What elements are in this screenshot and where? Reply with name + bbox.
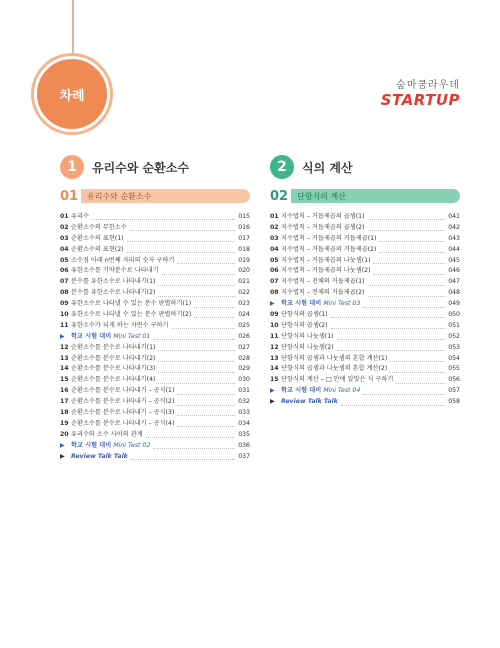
toc-leader-dots [153,443,235,449]
toc-entry-number: 15 [60,376,69,384]
toc-leader-dots [92,214,235,220]
toc-entry-title [71,430,143,441]
toc-leader-dots [158,345,235,351]
toc-entry[interactable] [270,375,460,386]
toc-leader-dots [368,280,446,286]
toc-entry-number: ▶ [60,332,65,340]
toc-leader-dots [177,400,235,406]
toc-entry[interactable] [270,277,460,288]
toc-entry-page: 048 [448,289,460,297]
toc-entry-number: 17 [60,398,69,406]
toc-entry-title [71,245,124,256]
toc-entry[interactable] [60,332,250,343]
toc-entry-number: 12 [270,343,279,351]
toc-entry-page: 036 [238,441,250,449]
toc-entry-number: 11 [270,332,279,340]
toc-leader-dots [146,432,236,438]
toc-entry-title [281,386,360,397]
toc-entry-title-text: 유리수 [71,213,89,220]
toc-entry[interactable] [60,397,250,408]
toc-entry-page: 021 [238,278,250,286]
toc-entry-title-text: 지수법칙 – 거듭제곱의 거듭제곱(1) [281,234,377,242]
toc-entry-title [281,299,360,310]
toc-entry-number: 18 [60,409,69,417]
toc-entry-title-text: 단항식의 나눗셈(1) [281,332,334,340]
toc-entry-number: 04 [60,245,69,253]
toc-entry-title [281,212,365,223]
toc-entry-page: 052 [448,332,460,340]
toc-entry[interactable] [60,441,250,452]
toc-entry[interactable] [60,277,250,288]
toc-entry-number: 13 [60,354,69,362]
chapter-title: 유리수와 순환소수 [81,189,250,203]
section-header [60,154,250,180]
toc-entry-title [281,310,328,321]
toc-entry-title-text: 단항식의 곱셈과 나눗셈의 혼합 계산(2) [281,365,388,373]
toc-entry[interactable] [270,212,460,223]
toc-entry[interactable] [60,408,250,419]
toc-entry-page: 033 [238,409,250,417]
toc-entry[interactable] [270,332,460,343]
toc-leader-dots [390,367,445,373]
toc-entry-page: 058 [448,398,460,406]
toc-entry-title [71,266,159,277]
toc-entry-title [71,277,155,288]
toc-entry[interactable] [270,397,460,408]
toc-entry-title [71,375,155,386]
toc-entry-title [71,234,124,245]
toc-entry-number: 06 [60,267,69,275]
toc-entry-title-text: 학교 시험 대비 [281,387,324,395]
toc-entry-title-en: Mini Test 01 [113,332,151,340]
toc-entry-page: 056 [448,376,460,384]
toc-leader-dots [158,291,235,297]
toc-leader-dots [337,334,446,340]
toc-entry-title [71,419,174,430]
toc-entry-page: 054 [448,354,460,362]
toc-leader-dots [368,214,446,220]
toc-badge [34,56,110,132]
toc-entry-page: 035 [238,430,250,438]
toc-entry-number: 07 [60,278,69,286]
toc-entry[interactable] [270,256,460,267]
toc-entry-number: 13 [270,354,279,362]
toc-leader-dots [172,323,236,329]
toc-leader-dots [368,291,446,297]
toc-entry-title-text: 유한소수로 나타낼 수 있는 분수 판별하기(2) [71,311,192,319]
toc-entry-title [71,408,174,419]
toc-entry-number: 02 [60,223,69,231]
toc-entry-number: 10 [60,311,69,319]
toc-entry-number: ▶ [60,452,65,460]
section-number: 1 [60,155,84,179]
toc-entry[interactable] [60,223,250,234]
chapter-number: 01 [60,188,79,204]
toc-entry-number: ▶ [270,300,275,308]
toc-entry[interactable] [60,452,250,463]
toc-entry-page: 022 [238,289,250,297]
toc-entry-page: 037 [238,452,250,460]
toc-entry[interactable] [270,223,460,234]
toc-entry[interactable] [270,245,460,256]
brand-logo-main: STARTUP [380,91,460,109]
toc-leader-dots [337,345,446,351]
toc-entry-page: 057 [448,387,460,395]
toc-entry-title [71,452,128,463]
toc-entry-number: 01 [270,213,279,220]
toc-entry-title-text: 순환소수를 분수로 나타내기(3) [71,365,156,373]
toc-entry-page: 031 [238,387,250,395]
toc-entry-title [281,375,393,386]
toc-entry[interactable] [60,354,250,365]
toc-entry-number: 20 [60,430,69,438]
toc-entry-page: 029 [238,365,250,373]
chapter-number: 02 [270,188,289,204]
toc-entry[interactable] [60,245,250,256]
toc-entry[interactable] [60,430,250,441]
section-number: 2 [270,155,294,179]
toc-leader-dots [373,269,445,275]
toc-entry[interactable] [60,212,250,223]
chapter-title: 단항식의 계산 [291,189,460,203]
toc-entry-number: 07 [270,278,279,286]
toc-entry-title-text: 소수점 아래 n번째 자리의 숫자 구하기 [71,256,175,264]
toc-entry-number: 14 [270,365,279,373]
toc-entry-number: 11 [60,321,69,329]
toc-leader-dots [194,302,235,308]
toc-entry-page: 015 [238,213,250,220]
toc-entry-title [281,266,370,277]
toc-entry-title-text: 지수법칙 – 거듭제곱의 나눗셈(2) [281,267,371,275]
toc-entry-page: 045 [448,256,460,264]
toc-entry-title [71,310,191,321]
toc-entry-number: 09 [60,300,69,308]
chapter-header [270,188,460,204]
toc-entry-page: 025 [238,321,250,329]
toc-entry-page: 032 [238,398,250,406]
toc-leader-dots [396,378,445,384]
toc-entry-number: 08 [60,289,69,297]
toc-entry-title [281,397,338,408]
toc-entry-number: 09 [270,311,279,319]
toc-entry-title [281,256,370,267]
section-title: 유리수와 순환소수 [92,160,189,175]
toc-entry-page: 055 [448,365,460,373]
toc-entry-title-text: 지수법칙 – 거듭제곱의 거듭제곱(2) [281,245,377,253]
toc-leader-dots [158,280,235,286]
toc-entry-title-text: 단항식의 곱셈과 나눗셈의 혼합 계산(1) [281,354,388,362]
toc-entry[interactable] [270,321,460,332]
toc-entry-title-text: 순환소수를 분수로 나타내기(1) [71,343,156,351]
toc-entry-title-text: 순환소수를 분수로 나타내기 – 공식(4) [71,419,175,427]
toc-entry[interactable] [270,266,460,277]
toc-entry-title [281,321,328,332]
toc-entry-title-text: 단항식의 나눗셈(2) [281,343,334,351]
toc-entry-title-text: 단항식의 곱셈(1) [281,311,328,319]
toc-entry-title [71,256,174,267]
toc-entry-title [71,212,89,223]
toc-entry-title-text: 단항식의 곱셈(2) [281,321,328,329]
toc-leader-dots [127,236,236,242]
toc-entry[interactable] [60,234,250,245]
toc-leader-dots [390,356,445,362]
toc-entry-title [71,299,191,310]
toc-entry-page: 053 [448,343,460,351]
toc-entry[interactable] [270,354,460,365]
toc-entry-page: 024 [238,311,250,319]
toc-leader-dots [379,236,445,242]
toc-entry[interactable] [270,234,460,245]
toc-entry-page: 017 [238,234,250,242]
toc-entry-number: ▶ [270,387,275,395]
toc-entry-page: 049 [448,300,460,308]
toc-entry-title-text: 유리수와 소수 사이의 관계 [71,430,143,438]
toc-entry-title-en: Mini Test 03 [323,300,361,308]
toc-entry-page: 046 [448,267,460,275]
toc-entry-page: 043 [448,234,460,242]
toc-leader-dots [194,312,235,318]
toc-badge-label: 차례 [59,88,85,104]
toc-leader-dots [153,334,235,340]
toc-leader-dots [363,389,445,395]
brand-logo-top: 숨마쿰라우데 [396,80,460,91]
toc-entry-page: 030 [238,376,250,384]
toc-leader-dots [131,454,235,460]
toc-entry-title [71,386,174,397]
toc-entry[interactable] [60,266,250,277]
toc-entry-number: 08 [270,289,279,297]
toc-entry-page: 041 [448,213,460,220]
toc-entry-title [281,343,334,354]
section-header [270,154,460,180]
toc-entry[interactable] [270,343,460,354]
toc-entry-number: 10 [270,321,279,329]
section-title: 식의 계산 [302,160,353,175]
toc-leader-dots [379,247,445,253]
toc-entry-title-en: Mini Test 02 [113,441,151,449]
toc-entry-title-text: 순환소수를 분수로 나타내기 – 공식(3) [71,409,175,417]
toc-entry-page: 050 [448,311,460,319]
toc-entry-page: 018 [238,245,250,253]
toc-entry-number: 19 [60,419,69,427]
toc-entry-title [71,364,155,375]
toc-leader-dots [158,356,235,362]
toc-entry-page: 019 [238,256,250,264]
toc-entry[interactable] [270,288,460,299]
toc-entry[interactable] [60,321,250,332]
toc-entry-title-text: 지수법칙 – 거듭제곱의 곱셈(2) [281,223,365,231]
toc-entry-title-en: Mini Test 04 [323,387,361,395]
toc-entry[interactable] [60,386,250,397]
toc-entry[interactable] [60,364,250,375]
toc-entry-title-text: 유한소수가 되게 하는 자연수 구하기 [71,321,169,329]
toc-entry-title-text: 단항식의 계산 – □ 안에 알맞은 식 구하기 [281,376,394,384]
toc-leader-dots [363,302,445,308]
toc-entry-title-text: 지수법칙 – 전체의 거듭제곱(1) [281,278,365,286]
toc-entry-title-text: 분수를 유한소수로 나타내기(2) [71,289,156,297]
toc-entry[interactable] [270,364,460,375]
toc-entry-title-text: 유한소수로 나타낼 수 있는 분수 판별하기(1) [71,300,192,308]
toc-leader-dots [368,225,446,231]
toc-entry-number: 12 [60,343,69,351]
brand-logo [381,76,460,109]
toc-entry[interactable] [270,299,460,310]
toc-entry-title-text: 지수법칙 – 거듭제곱의 곱셈(1) [281,213,365,220]
section-column-1 [60,154,250,462]
toc-entry[interactable] [60,419,250,430]
toc-leader-dots [373,258,445,264]
toc-entry-title-text: 순환소수의 표현(2) [71,245,124,253]
toc-entry-title [71,354,155,365]
toc-entry-title [281,332,334,343]
toc-entry-title [281,354,387,365]
toc-entry[interactable] [60,310,250,321]
toc-entry-number: 03 [270,234,279,242]
toc-entry-title-text: 순환소수를 분수로 나타내기(2) [71,354,156,362]
toc-entry-title [71,321,169,332]
toc-entry-title-text: 분수를 유한소수로 나타내기(1) [71,278,156,286]
toc-entry-title [71,397,174,408]
toc-entry-number: 14 [60,365,69,373]
badge-string [72,0,74,60]
toc-entry-title-text: Review Talk Talk [71,452,128,460]
toc-entry-title-text: 지수법칙 – 전체의 거듭제곱(2) [281,289,365,297]
toc-leader-dots [158,378,235,384]
toc-entry-page: 020 [238,267,250,275]
toc-entry-title [281,245,376,256]
toc-entry-title [281,364,387,375]
toc-entry-title-text: 학교 시험 대비 [71,332,114,340]
toc-leader-dots [331,312,446,318]
toc-entry-page: 047 [448,278,460,286]
toc-entry-title-text: Review Talk Talk [281,398,338,406]
toc-entry-page: 042 [448,223,460,231]
toc-entry-page: 027 [238,343,250,351]
toc-entry-title-text: 순환소수를 분수로 나타내기 – 공식(2) [71,398,175,406]
toc-entry-page: 034 [238,419,250,427]
toc-entry-page: 028 [238,354,250,362]
toc-entry[interactable] [60,343,250,354]
toc-entry-number: 05 [60,256,69,264]
toc-entry-title-text: 학교 시험 대비 [281,300,324,308]
toc-leader-dots [158,367,235,373]
toc-leader-dots [177,258,235,264]
toc-entry[interactable] [60,299,250,310]
toc-entry-page: 023 [238,300,250,308]
toc-leader-dots [130,225,235,231]
chapter-header [60,188,250,204]
toc-entry-title-text: 유한소수를 기약분수로 나타내기 [71,267,159,275]
toc-entry-number: 03 [60,234,69,242]
toc-entry-number: 05 [270,256,279,264]
toc-leader-dots [162,269,236,275]
toc-entry-title-text: 순환소수를 분수로 나타내기(4) [71,376,156,384]
toc-entry-title [281,223,365,234]
toc-entry-title [281,288,365,299]
toc-entry-page: 026 [238,332,250,340]
toc-entry-title [71,223,127,234]
toc-entry-title [281,234,376,245]
toc-entry-page: 016 [238,223,250,231]
toc-entry-number: ▶ [270,398,275,406]
toc-leader-dots [127,247,236,253]
toc-leader-dots [177,410,235,416]
toc-entry-number: 16 [60,387,69,395]
toc-entry[interactable] [60,256,250,267]
toc-entry-title-text: 순환소수의 표현(1) [71,234,124,242]
toc-entry-number: 01 [60,213,69,220]
toc-entry-number: 15 [270,376,279,384]
toc-entry-title-text: 학교 시험 대비 [71,441,114,449]
toc-entry-title-text: 순환소수를 분수로 나타내기 – 공식(1) [71,387,175,395]
toc-entry-title [71,332,150,343]
toc-entry-title [71,441,150,452]
toc-entry-number: ▶ [60,441,65,449]
toc-entry-title [71,288,155,299]
toc-entry[interactable] [60,375,250,386]
toc-entry[interactable] [60,288,250,299]
toc-entry-number: 04 [270,245,279,253]
toc-leader-dots [177,389,235,395]
toc-leader-dots [331,323,446,329]
toc-entry-page: 051 [448,321,460,329]
toc-entry-title [71,343,155,354]
toc-leader-dots [177,421,235,427]
toc-entry-title-text: 지수법칙 – 거듭제곱의 나눗셈(1) [281,256,371,264]
toc-entry-page: 044 [448,245,460,253]
toc-entry[interactable] [270,386,460,397]
section-column-2 [270,154,460,408]
toc-entry-title-text: 순환소수의 무한소수 [71,223,127,231]
toc-entry-number: 06 [270,267,279,275]
toc-leader-dots [341,400,445,406]
toc-entry-number: 02 [270,223,279,231]
toc-entry-title [281,277,365,288]
toc-entry[interactable] [270,310,460,321]
